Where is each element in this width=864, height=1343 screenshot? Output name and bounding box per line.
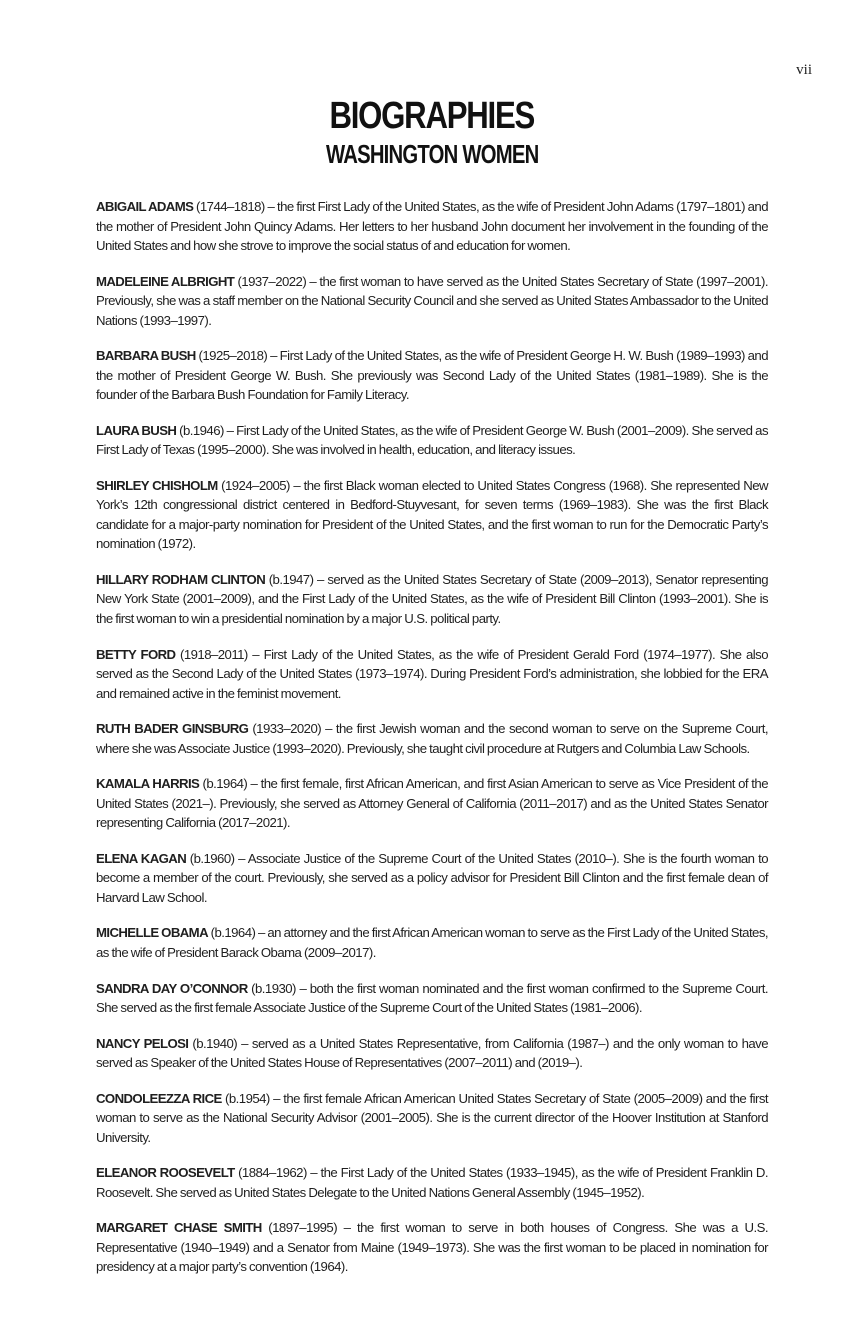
biography-name: RUTH BADER GINSBURG — [96, 721, 249, 737]
biography-text: (b.1946) – First Lady of the United States, as the wife of President George W. Bush (2001–2009). She served as First Lady of Texas (1995–2000). She was involved in health, education, and literacy issues. — [96, 422, 768, 458]
biography-name: LAURA BUSH — [96, 422, 177, 438]
biography-name: ELEANOR ROOSEVELT — [96, 1165, 235, 1181]
biography-text: (b.1964) – the first female, first African American, and first Asian American to serve as Vice President of the United States (2021–). Previously, she served as Attorney General of California (2011–2017) and as the United States Senator representing California (2017–2021). — [96, 776, 768, 831]
biography-name: KAMALA HARRIS — [96, 776, 200, 792]
biography-text: (b.1940) – served as a United States Representative, from California (1987–) and the only woman to have served as Speaker of the United States House of Representatives (2007–2011) and (2019–). — [96, 1035, 768, 1071]
biography-text: (b.1964) – an attorney and the first African American woman to serve as the First Lady of the United States, as the wife of President Barack Obama (2009–2017). — [96, 925, 768, 960]
biography-name: BARBARA BUSH — [96, 348, 196, 364]
page-subtitle: WASHINGTON WOMEN — [325, 139, 539, 169]
biography-entry — [96, 1218, 768, 1277]
biography-text: (1937–2022) – the first woman to have served as the United States Secretary of State (1997–2001). Previously, she was a staff member on the National Security Council and she served as United States Ambassador to the United Nations (1993–1997). — [96, 273, 768, 328]
biography-name: BETTY FORD — [96, 646, 176, 662]
biography-text: (b.1954) – the first female African American United States Secretary of State (2005–2009) and the first woman to serve as the National Security Advisor (2001–2005). She is the current director of the Hoover Institution at Stanford University. — [96, 1090, 769, 1145]
biography-entry — [96, 1034, 768, 1073]
biography-name: HILLARY RODHAM CLINTON — [96, 571, 266, 587]
biography-name: MARGARET CHASE SMITH — [96, 1220, 262, 1236]
biography-entry — [96, 1089, 768, 1148]
biography-entry — [96, 421, 768, 460]
biography-entry — [96, 849, 768, 908]
biography-list — [96, 197, 768, 1293]
biography-entry — [96, 979, 768, 1018]
biography-name: ABIGAIL ADAMS — [96, 199, 194, 214]
biography-text: (b.1947) – served as the United States Secretary of State (2009–2013), Senator representing New York State (2001–2009), and the First Lady of the United States, as the wife of President Bill Clinton (1993–2001). She is the first woman to win a presidential nomination by a major U.S. political party. — [96, 571, 769, 626]
biography-entry — [96, 645, 768, 704]
biography-entry — [96, 476, 768, 554]
biography-text: (1933–2020) – the first Jewish woman and the second woman to serve on the Supreme Court, where she was Associate Justice (1993–2020). Previously, she taught civil procedure at Rutgers and Columbia Law Schools. — [96, 721, 768, 756]
biography-name: SANDRA DAY O’CONNOR — [96, 980, 248, 996]
biography-name: SHIRLEY CHISHOLM — [96, 477, 218, 493]
biography-text: (1925–2018) – First Lady of the United States, as the wife of President George H. W. Bush (1989–1993) and the mother of President George W. Bush. She previously was Second Lady of the United States (1981–1989). She is the founder of the Barbara Bush Foundation for Family Literacy. — [96, 348, 768, 403]
biography-entry — [96, 272, 768, 331]
biography-text: (b.1960) – Associate Justice of the Supreme Court of the United States (2010–). She is the fourth woman to become a member of the court. Previously, she served as a policy advisor for President Bill Clinton and the first female dean of Harvard Law School. — [96, 850, 768, 905]
biography-entry — [96, 346, 768, 405]
biography-text: (1918–2011) – First Lady of the United States, as the wife of President Gerald Ford (1974–1977). She also served as the Second Lady of the United States (1973–1974). During President Ford’s administration, she lobbied for the ERA and remained active in the feminist movement. — [96, 646, 769, 701]
biography-text: (1884–1962) – the First Lady of the United States (1933–1945), as the wife of President Franklin D. Roosevelt. She served as United States Delegate to the United Nations General Assembly (1945–1952). — [96, 1165, 768, 1200]
biography-name: MICHELLE OBAMA — [96, 925, 208, 941]
biography-entry — [96, 923, 768, 962]
biography-entry — [96, 774, 768, 833]
title-block — [0, 94, 864, 170]
biography-entry — [96, 197, 768, 256]
biography-name: NANCY PELOSI — [96, 1035, 189, 1051]
biography-entry — [96, 1163, 768, 1202]
biography-text: (1744–1818) – the first First Lady of the United States, as the wife of President John Adams (1797–1801) and the mother of President John Quincy Adams. Her letters to her husband John document her involvement in the founding of the United States and how she strove to improve the social status of and education for women. — [96, 199, 768, 253]
biography-entry — [96, 570, 768, 629]
biography-text: (1897–1995) – the first woman to serve in both houses of Congress. She was a U.S. Representative (1940–1949) and a Senator from Maine (1949–1973). She was the first woman to be placed in nomination for presidency at a major party’s convention (1964). — [96, 1220, 768, 1275]
biography-entry — [96, 719, 768, 758]
page-number: vii — [796, 62, 812, 78]
page-title: BIOGRAPHIES — [329, 95, 535, 137]
biography-name: CONDOLEEZZA RICE — [96, 1090, 222, 1106]
biography-name: ELENA KAGAN — [96, 850, 187, 866]
biography-text: (1924–2005) – the first Black woman elected to United States Congress (1968). She represented New York’s 12th congressional district centered in Bedford-Stuyvesant, for seven terms (1969–1983). She was the first Black candidate for a major-party nomination for President of the United States, and the first woman to run for the Democratic Party’s nomination (1972). — [96, 477, 769, 552]
biography-name: MADELEINE ALBRIGHT — [96, 273, 235, 289]
biography-text: (b.1930) – both the first woman nominated and the first woman confirmed to the Supreme Court. She served as the first female Associate Justice of the Supreme Court of the United States (1981–2006). — [96, 980, 768, 1016]
